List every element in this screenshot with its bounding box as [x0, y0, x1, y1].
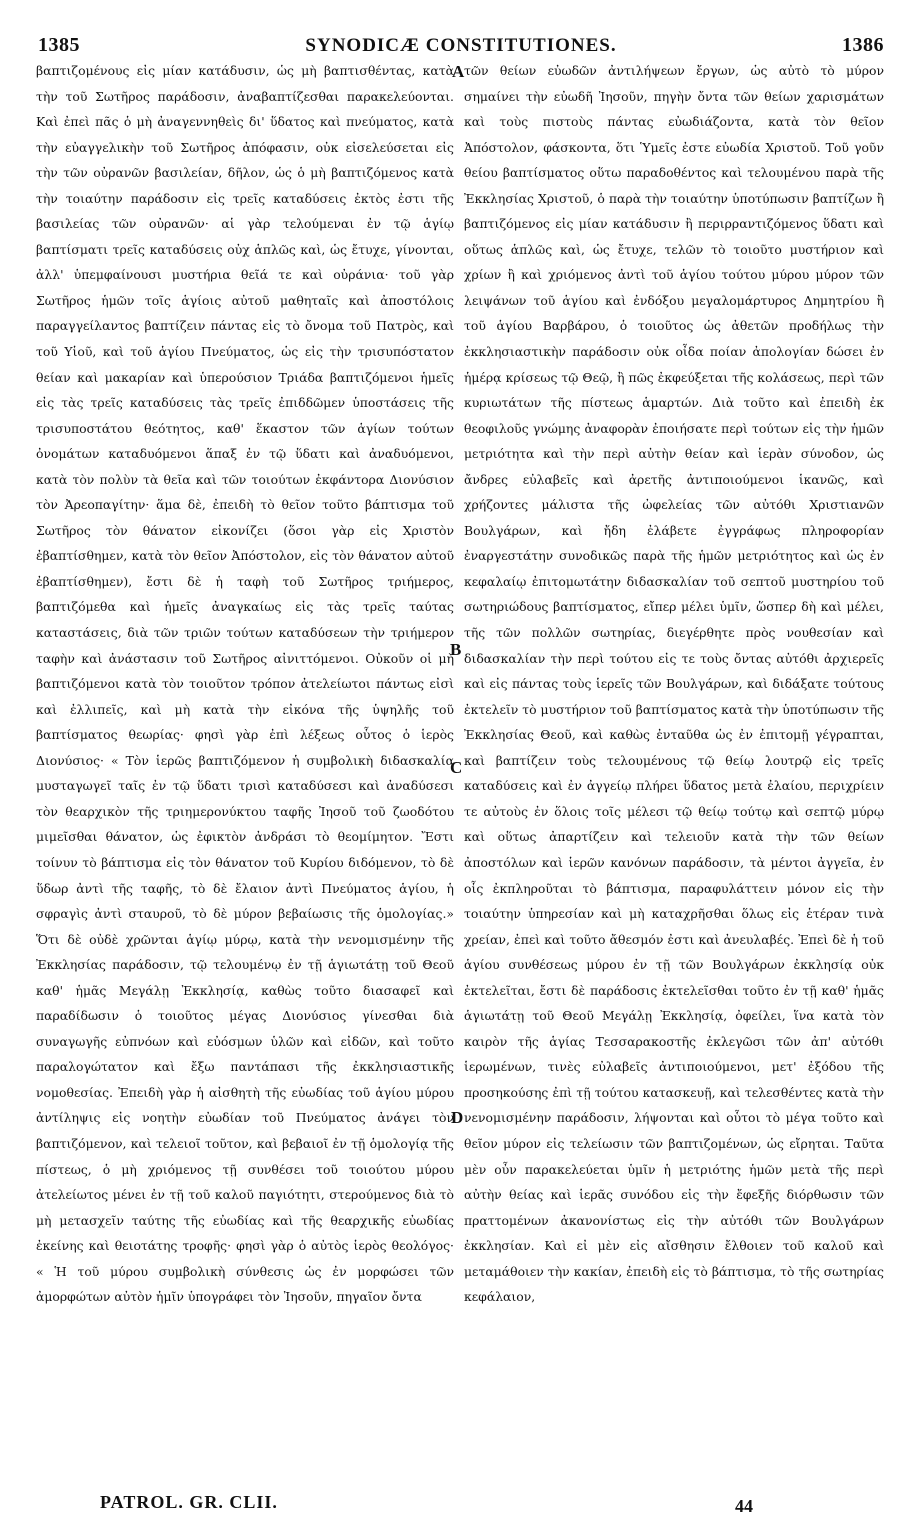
- right-column-text: τῶν θείων εὐωδῶν ἀντιλήψεων ἔργων, ὡς αὐτὸ τὸ μύρον σημαίνει τὴν εὐωδῆ Ἰησοῦν, πηγὴν ὄντα τῶν θείων χαρισμάτων καὶ τοὺς πιστοὺς πάντας εὐωδιάζοντα, κατὰ τὸν θεῖον Ἀπόστολον, φάσκοντα, ὅτι Ὑμεῖς ἐστε εὐωδία Χριστοῦ. Τοῦ γοῦν θείου βαπτίσματος οὕτω παραδοθέντος καὶ τελουμένου παρὰ τῆς Ἐκκλησίας Χριστοῦ, ὁ παρὰ τὴν τοιαύτην ὑποτύπωσιν βαπτίζων ἢ βαπτιζόμενος εἰς μίαν κατάδυσιν ἢ περιρραντιζόμενος ὕδατι καὶ οὕτως ἁπλῶς καὶ, ὡς ἔτυχε, τελῶν τὸ τοιοῦτο μυστήριον καὶ χρίων ἢ καὶ χριόμενος ἀντὶ τοῦ ἁγίου τούτου μύρου μύρον τῶν λειψάνων τοῦ ἁγίου καὶ ἐνδόξου μεγαλομάρτυρος Δημητρίου ἢ τοῦ ἁγίου Βαρβάρου, ὁ τοιοῦτος ὡς ἀθετῶν προδήλως τὴν ἐκκλησιαστικὴν παράδοσιν οὐκ οἶδα ποίαν ἀπολογίαν δώσει ἐν ἡμέρᾳ κρίσεως τῷ Θεῷ, ἢ πῶς ἐκφεύξεται τῆς κολάσεως, περὶ τῶν κυριωτάτων τῆς πίστεως ἁμαρτών. Διὰ τοῦτο καὶ ἐπειδὴ ἐκ θεοφιλοῦς γνώμης ἀναφορὰν ἐποιήσατε περὶ τούτων εἰς τὴν ἡμῶν μετριότητα καὶ τὴν περὶ αὐτὴν θείαν καὶ ἱερὰν σύνοδον, ὡς ἄνδρες εὐλαβεῖς καὶ ἀρετῆς ἀντιποιούμενοι ἱκανῶς, καὶ χρήζοντες μάλιστα τῆς ὠφελείας τῶν αὐτόθι Χριστιανῶν Βουλγάρων, καὶ ἤδη ἐλάβετε ἐγγράφως πληροφορίαν ἐναργεστάτην συνοδικῶς παρὰ τῆς ἡμῶν μετριότητος καὶ ὡς ἐν κεφαλαίῳ ἐπιτομωτάτην διδασκαλίαν τοῦ σεπτοῦ μυστηρίου τοῦ σωτηριώδους βαπτίσματος, εἴπερ μέλει ὑμῖν, ὥσπερ δὴ καὶ μέλει, τῆς τῶν πολλῶν σωτηρίας, διεγέρθητε πρὸς νουθεσίαν καὶ διδασκαλίαν τὴν περὶ τούτου εἰς τε τοὺς ὄντας αὐτόθι ἀρχιερεῖς καὶ εἰς πάντας τοὺς ἱερεῖς τῶν Βουλγάρων, καὶ διδάξατε τούτους ἐκτελεῖν τὸ μυστήριον τοῦ βαπτίσματος κατὰ τὴν ὑποτύπωσιν τῆς Ἐκκλησίας Θεοῦ, καὶ καθὼς ἐνταῦθα ὡς ἐν ἐπιτομῇ γέγραπται, καὶ βαπτίζειν τοὺς τελουμένους τῷ θείῳ λουτρῷ εἰς τρεῖς καταδύσεις καὶ ἐν ἀγγείῳ πλήρει ὕδατος μετὰ ἐλαίου, περιχρίειν τε αὐτοὺς ἐν ὅλοις τοῖς μέλεσι τῷ θείῳ τούτῳ καὶ σεπτῷ μύρῳ καὶ οὕτως ἀπαρτίζειν καὶ τελειοῦν κατὰ τὴν τῶν θείων ἀποστόλων καὶ ἱερῶν κανόνων παράδοσιν, τὰ μέντοι ἀγγεῖα, ἐν οἷς ἐκπληροῦται τὸ βάπτισμα, παραφυλάττειν μόνον εἰς τὴν τοιαύτην ὑπηρεσίαν καὶ μὴ καταχρῆσθαι ὅλως εἰς ἑτέραν τινὰ χρείαν, ἐπεὶ καὶ τοῦτο ἄθεσμόν ἐστι καὶ ἀνευλαβές. Ἐπεὶ δὲ ἡ τοῦ ἁγίου συνθέσεως μύρου ἐν τῇ τῶν Βουλγάρων ἐκκλησίᾳ οὐκ ἐκτελεῖται, ἔστι δὲ παράδοσις ἐκτελεῖσθαι τοῦτο ἐν τῇ καθ' ἡμᾶς ἁγιωτάτῃ τοῦ Θεοῦ Μεγάλῃ Ἐκκλησίᾳ, ὀφείλει, ἵνα κατὰ τὸν καιρὸν τῆς ἁγίας Τεσσαρακοστῆς ἐκλεγῶσι τῶν ἀπ' αὐτόθι ἱερωμένων, τινὲς εὐλαβεῖς ἀντιποιούμενοι, μετ' ἐξόδου τῆς προσηκούσης ἐπὶ τῇ τούτου κατασκευῇ, καὶ τελεσθέντες κατὰ τὴν νενομισμένην παράδοσιν, λήψονται καὶ οὗτοι τὸ μέγα τοῦτο καὶ θεῖον μύρον εἰς τελείωσιν τῶν βαπτιζομένων, ὡς εἴρηται. Ταῦτα μὲν οὖν παρακελεύεται ὑμῖν ἡ μετριότης ἡμῶν μετὰ τῆς περὶ αὐτὴν θείας καὶ ἱερᾶς συνόδου εἰς τὴν ἔφεξῆς διόρθωσιν τῶν πραττομένων ἀκανονίστως εἰς τὴν αὐτόθι τῶν Βουλγάρων ἐκκλησίαν. Καὶ εἰ μὲν εἰς αἴσθησιν ἔλθοιεν τοῦ καλοῦ καὶ μεταμάθοιεν τὴν κακίαν, ἐπειδὴ εἰς τὸ βάπτισμα, τὸ τῆς σωτηρίας κεφάλαιον,: [464, 63, 884, 1305]
- section-marker-d: D: [451, 1108, 464, 1127]
- section-marker-a: A: [452, 62, 465, 81]
- section-marker-c: C: [450, 758, 463, 777]
- running-title: SYNODICÆ CONSTITUTIONES.: [305, 35, 617, 56]
- left-column-text: βαπτιζομένους εἰς μίαν κατάδυσιν, ὡς μὴ βαπτισθέντας, κατὰ τὴν τοῦ Σωτῆρος παράδοσιν, ἀναβαπτίζεσθαι παρακελεύονται. Καὶ ἐπεὶ πᾶς ὁ μὴ ἀναγεννηθεὶς δι' ὕδατος καὶ πνεύματος, κατὰ τὴν εὐαγγελικὴν τοῦ Σωτῆρος ἀπόφασιν, οὐκ εἰσελεύσεται εἰς τὴν τῶν οὐρανῶν βασιλείαν, δῆλον, ὡς ὁ μὴ βαπτιζόμενος κατὰ τὴν τοιαύτην παράδοσιν εἰς τρεῖς καταδύσεις ἐκτὸς ἐστι τῆς βασιλείας τῶν οὐρανῶν· αἱ γὰρ τελούμεναι ἐν τῷ ἁγίῳ βαπτίσματι τρεῖς καταδύσεις οὐχ ἁπλῶς καὶ, ὡς ἔτυχε, γίνονται, ἀλλ' ὑπεμφαίνουσι μυστήρια θεῖά τε καὶ οὐράνια· τοῦ γὰρ Σωτῆρος ἡμῶν τοῖς ἁγίοις αὐτοῦ μαθηταῖς καὶ ἀποστόλοις παραγγείλαντος βαπτίζειν πάντας εἰς τὸ ὄνομα τοῦ Πατρὸς, καὶ τοῦ Υἱοῦ, καὶ τοῦ ἁγίου Πνεύματος, ὡς εἰς τὴν τρισυπόστατον θείαν καὶ μακαρίαν καὶ ὑπερούσιον Τριάδα βαπτιζόμενοι ἡμεῖς εἰς τὰς τρεῖς καταδύσεις τὰς τρεῖς ἐπιδδῶμεν ὑποστάσεις τῆς τρισυποστάτου θεότητος, καθ' ἕκαστον τῶν ἁγίων τούτων ὀνομάτων καταδυόμενοι ἅπαξ ἐν τῷ ὕδατι καὶ ἀναδυόμενοι, κατὰ τὸν πολὺν τὰ θεῖα καὶ τῶν τοιούτων ἐκφάντορα Διονύσιον τὸν Ἀρεοπαγίτην· ἅμα δὲ, ἐπειδὴ τὸ θεῖον τοῦτο βάπτισμα τοῦ Σωτῆρος τὸν θάνατον εἰκονίζει (ὅσοι γὰρ εἰς Χριστὸν ἐβαπτίσθημεν, κατὰ τὸν θεῖον Ἀπόστολον, εἰς τὸν θάνατον αὐτοῦ ἐβαπτίσθημεν), ἔστι δὲ ἡ ταφὴ τοῦ Σωτῆρος τριήμερος, βαπτιζόμεθα καὶ ἡμεῖς ἀναγκαίως εἰς τὰς τρεῖς ταύτας καταστάσεις, διὰ τῶν τριῶν τούτων καταδύσεων τὴν τριήμερον ταφὴν καὶ ἀνάστασιν τοῦ Σωτῆρος αἰνιττόμενοι. Οὐκοῦν οἱ μὴ βαπτιζόμενοι κατὰ τὸν τοιοῦτον τρόπον ἀτελείωτοι πάντως εἰσὶ καὶ ἐλλιπεῖς, καὶ μὴ κατὰ τὴν εἰκόνα τῆς ὑψηλῆς τοῦ βαπτίσματος θεωρίας· φησὶ γὰρ ἐπὶ λέξεως οὗτος ὁ ἱερὸς Διονύσιος· « Τὸν ἱερῶς βαπτιζόμενον ἡ συμβολικὴ διδασκαλία μυσταγωγεῖ ταῖς ἐν τῷ ὕδατι τρισὶ καταδύσεσι καὶ ἀναδύσεσι τὸν θεαρχικὸν τῆς τριημερονύκτου ταφῆς Ἰησοῦ τοῦ ζωοδότου μιμεῖσθαι θάνατον, ὡς ἐφικτὸν ἀνδράσι τὸ θεομίμητον. Ἔστι τοίνυν τὸ βάπτισμα εἰς τὸν θάνατον τοῦ Κυρίου διδόμενον, τὸ δὲ ὕδωρ ἀντὶ τῆς ταφῆς, τὸ δὲ ἔλαιον ἀντὶ Πνεύματος ἁγίου, ἡ σφραγὶς ἀντὶ σταυροῦ, τὸ δὲ μύρον βεβαίωσις τῆς ὁμολογίας.» Ὅτι δὲ οὐδὲ χρῶνται ἁγίῳ μύρῳ, κατὰ τὴν νενομισμένην τῆς Ἐκκλησίας παράδοσιν, τῷ τελουμένῳ ἐν τῇ ἁγιωτάτῃ τοῦ Θεοῦ καθ' ἡμᾶς Μεγάλῃ Ἐκκλησίᾳ, καθὼς τοῦτο διασαφεῖ καὶ παραδίδωσιν ὁ τοιοῦτος μέγας Διονύσιος γίνεσθαι διὰ συναγωγῆς εὐπνόων καὶ εὐόσμων ὑλῶν καὶ εἰδῶν, καὶ τοῦτο παραλογώτατον καὶ ἔξω παντάπασι τῆς ἐκκλησιαστικῆς νομοθεσίας. Ἐπειδὴ γὰρ ἡ αἰσθητὴ τῆς εὐωδίας τοῦ ἁγίου μύρου ἀντίληψις εἰς νοητὴν εὐωδίαν τοῦ Πνεύματος ἀνάγει τὸν βαπτιζόμενον, καὶ τελειοῖ τοῦτον, καὶ βεβαιοῖ ἐν τῇ ὁμολογίᾳ τῆς πίστεως, ὁ μὴ χριόμενος τῇ συνθέσει τοῦ τοιούτου μύρου ἀτελείωτος μένει ἐν τῇ τοῦ καλοῦ παγιότητι, στερούμενος διὰ τὸ μὴ μετασχεῖν ταύτης τῆς εὐωδίας καὶ τῆς θεαρχικῆς εὐωδίας ἐκείνης καὶ θειοτάτης τροφῆς· φησὶ γὰρ ὁ αὐτὸς ἱερὸς θεολόγος· « Ἡ τοῦ μύρου συμβολικὴ σύνθεσις ὡς ἐν μορφώσει τῶν ἀμορφώτων αὐτὸν ἡμῖν ὑπογράφει τὸν Ἰησοῦν, πηγαῖον ὄντα: [36, 63, 454, 1305]
- footer-source: PATROL. GR. CLII.: [100, 1492, 278, 1512]
- left-column-number: 1385: [38, 34, 80, 56]
- page-header: [38, 34, 884, 60]
- right-text-column: [464, 58, 884, 1488]
- footer-signature-number: 44: [735, 1496, 753, 1516]
- section-marker-b: B: [450, 640, 462, 659]
- right-column-number: 1386: [842, 34, 884, 56]
- left-text-column: [36, 58, 454, 1488]
